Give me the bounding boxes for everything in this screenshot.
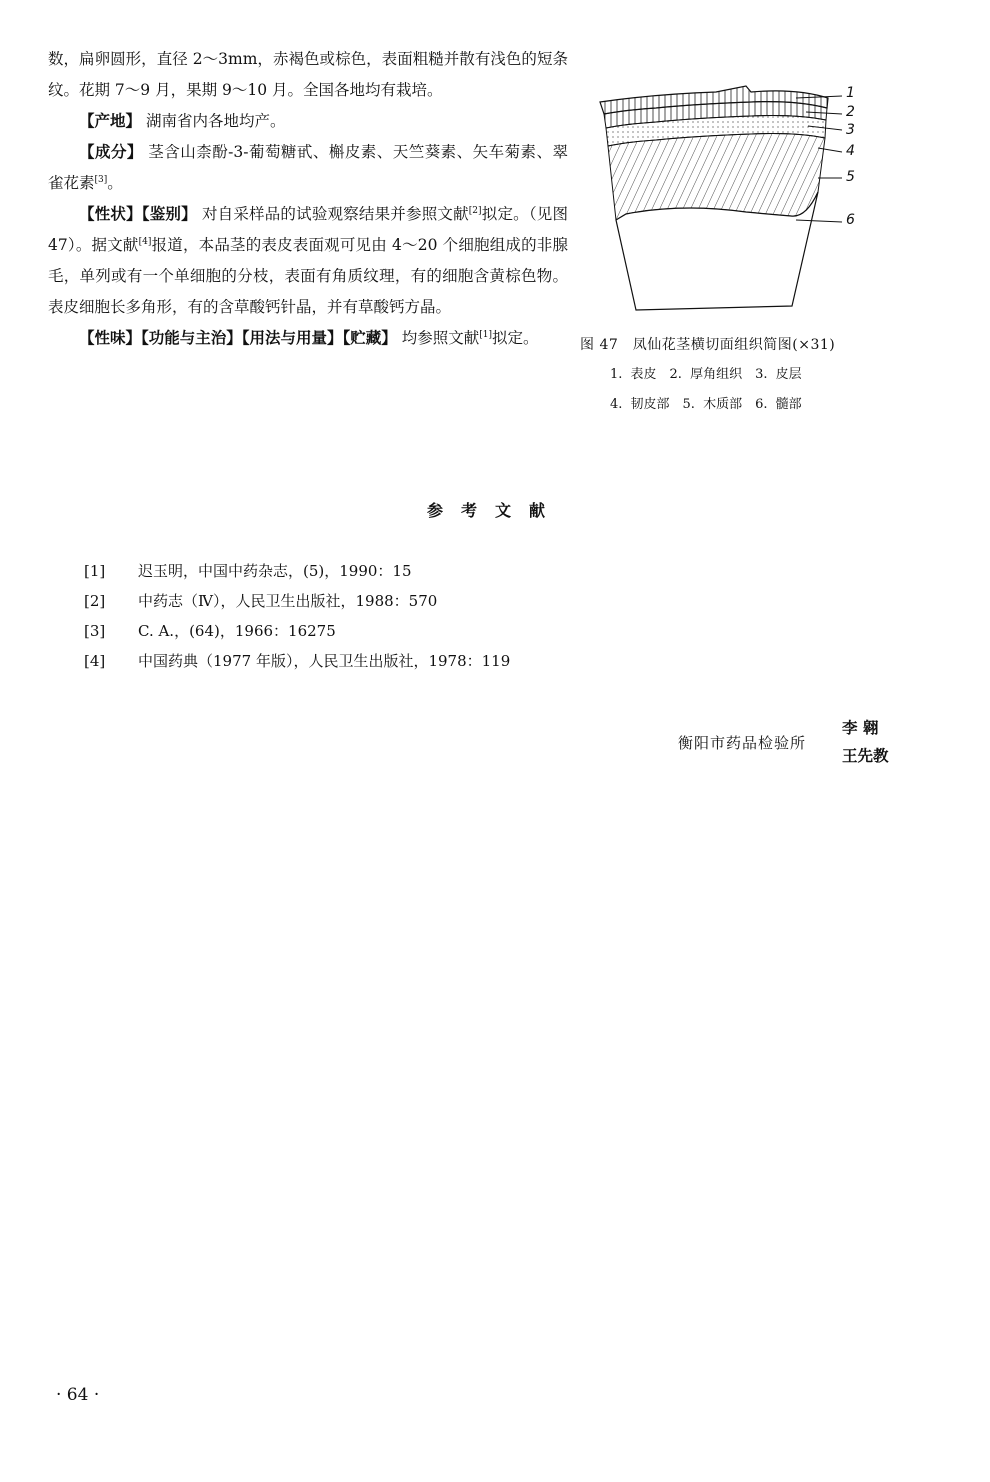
author-name-1: 李 翱 — [842, 719, 879, 737]
figure-label-6: 6 — [846, 212, 855, 228]
stem-cross-section-figure — [596, 80, 896, 340]
origin-text: 湖南省内各地均产。 — [145, 112, 286, 130]
figure-title: 图 47 凤仙花茎横切面组织简图(×31) — [580, 337, 836, 353]
paragraph-components — [48, 137, 568, 199]
reference-text: C. A.，(64)，1966：16275 — [138, 622, 336, 640]
components-tag: 【成分】 — [79, 143, 143, 161]
citation-ref: [3] — [94, 175, 108, 185]
taste-text-2: 拟定。 — [491, 329, 539, 347]
reference-number: [2] — [84, 592, 106, 610]
figure-label-1: 1 — [846, 85, 855, 101]
figure-caption — [580, 330, 920, 420]
reference-item — [84, 556, 684, 586]
reference-item — [84, 646, 684, 676]
citation-ref: [4] — [138, 237, 152, 247]
citation-ref: [2] — [468, 206, 482, 216]
author-name-2: 王先教 — [842, 747, 889, 765]
page-number: · 64 · — [56, 1385, 100, 1405]
reference-text: 中药志（Ⅳ），人民卫生出版社，1988：570 — [138, 592, 438, 610]
figure-label-2: 2 — [846, 104, 855, 120]
character-text-1: 对自采样品的试验观察结果并参照文献 — [201, 205, 469, 223]
body-text — [48, 44, 568, 354]
taste-tag: 【性味】【功能与主治】【用法与用量】【贮藏】 — [79, 329, 397, 347]
paragraph-origin — [48, 106, 568, 137]
reference-item — [84, 616, 684, 646]
reference-item — [84, 586, 684, 616]
figure-legend-line-1: 1. 表皮 2. 厚角组织 3. 皮层 — [610, 367, 802, 382]
figure-label-4: 4 — [846, 143, 855, 159]
reference-text: 中国药典（1977 年版），人民卫生出版社，1978：119 — [138, 652, 511, 670]
character-tag: 【性状】【鉴别】 — [79, 205, 197, 223]
reference-number: [1] — [84, 562, 106, 580]
vascular-layer — [608, 134, 825, 221]
figure-legend-line-2: 4. 韧皮部 5. 木质部 6. 髓部 — [610, 397, 802, 412]
origin-tag: 【产地】 — [79, 112, 142, 130]
paragraph-description: 数，扁卵圆形，直径 2～3mm，赤褐色或棕色，表面粗糙并散有浅色的短条纹。花期 7～9 月，果期 9～10 月。全国各地均有栽培。 — [48, 50, 568, 99]
taste-text-1: 均参照文献 — [401, 329, 480, 347]
references-heading: 参考文献 — [426, 501, 563, 520]
character-text-2: 拟定。（见图 47）。据文献 — [48, 205, 568, 254]
references-list — [84, 556, 684, 676]
paragraph-character — [48, 199, 568, 323]
paragraph-taste — [48, 323, 568, 354]
figure-label-3: 3 — [846, 122, 855, 138]
citation-ref: [1] — [479, 330, 492, 340]
character-text-3: 报道，本品茎的表皮表面观可见由 4～20 个细胞组成的非腺毛，单列或有一个单细胞的分枝，表面有角质纹理，有的细胞含黄棕色物。表皮细胞长多角形，有的含草酸钙针晶，并有草酸钙方晶。 — [48, 236, 568, 316]
reference-number: [4] — [84, 652, 106, 670]
author-institution: 衡阳市药品检验所 — [678, 734, 807, 752]
components-text: 茎含山柰酚-3-葡萄糖甙、槲皮素、天竺葵素、矢车菊素、翠雀花素 — [48, 143, 568, 192]
reference-number: [3] — [84, 622, 106, 640]
reference-text: 迟玉明，中国中药杂志，(5)，1990：15 — [138, 562, 412, 580]
components-end: 。 — [107, 174, 123, 192]
figure-label-5: 5 — [846, 169, 855, 185]
